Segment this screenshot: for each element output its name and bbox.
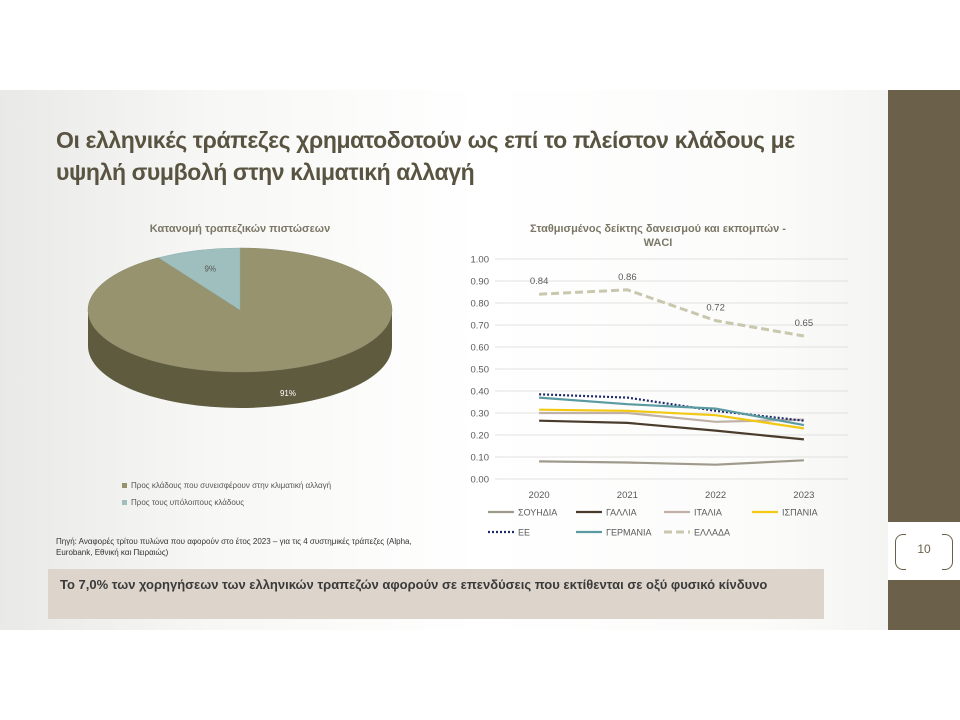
legend-label: ΣΟΥΗΔΙΑ bbox=[518, 507, 558, 518]
x-tick-label: 2021 bbox=[616, 490, 638, 501]
data-label: 0.65 bbox=[794, 318, 814, 329]
line-chart-title: WACI bbox=[643, 237, 673, 249]
pie-label-main: 91% bbox=[279, 389, 297, 398]
callout-text: Το 7,0% των χορηγήσεων των ελληνικών τραπεζών αφορούν σε επενδύσεις που εκτίθενται σε οξύ φυσικό κίνδυνο bbox=[60, 577, 768, 592]
source-note: Πηγή: Αναφορές τρίτου πυλώνα που αφορούν στο έτος 2023 – για τις 4 συστημικές τράπεζες (Alpha, Eurobank, Εθνική και Πειραιώς) bbox=[56, 537, 412, 557]
series-line-0 bbox=[539, 460, 804, 464]
x-tick-label: 2023 bbox=[793, 490, 815, 501]
series-line-6 bbox=[539, 290, 804, 336]
legend-label: ΓΕΡΜΑΝΙΑ bbox=[606, 527, 652, 538]
pie-label-other: 9% bbox=[204, 264, 217, 274]
y-tick-label: 0.80 bbox=[470, 298, 489, 310]
legend-label: ΙΣΠΑΝΙΑ bbox=[782, 507, 818, 518]
legend-label: ΕΕ bbox=[518, 527, 531, 538]
slide-title: Οι ελληνικές τράπεζες χρηματοδοτούν ως επί το πλείστον κλάδους με υψηλή συμβολή στην κλιματική αλλαγή bbox=[56, 127, 795, 185]
data-label: 0.86 bbox=[618, 271, 637, 283]
data-label: 0.84 bbox=[529, 276, 549, 288]
y-tick-label: 0.70 bbox=[470, 320, 489, 332]
y-tick-label: 0.90 bbox=[470, 276, 489, 288]
legend-label: ΓΑΛΛΙΑ bbox=[606, 507, 637, 518]
y-tick-label: 0.50 bbox=[470, 364, 489, 376]
pie-legend-swatch bbox=[122, 500, 127, 505]
data-label: 0.72 bbox=[706, 302, 725, 314]
pie-chart-title: Κατανομή τραπεζικών πιστώσεων bbox=[149, 223, 331, 235]
page-number: 10 bbox=[917, 542, 931, 556]
x-tick-label: 2022 bbox=[705, 490, 727, 501]
y-tick-label: 0.60 bbox=[470, 342, 489, 354]
callout-box bbox=[48, 569, 824, 619]
y-tick-label: 0.00 bbox=[470, 474, 489, 486]
y-tick-label: 0.10 bbox=[470, 452, 489, 464]
y-tick-label: 0.40 bbox=[470, 386, 489, 398]
legend-label: ΕΛΛΑΔΑ bbox=[694, 527, 731, 538]
legend-label: ΙΤΑΛΙΑ bbox=[694, 507, 722, 518]
y-tick-label: 0.20 bbox=[470, 430, 489, 442]
y-tick-label: 1.00 bbox=[470, 254, 489, 266]
x-tick-label: 2020 bbox=[528, 490, 550, 501]
y-tick-label: 0.30 bbox=[470, 408, 489, 420]
pie-legend-swatch bbox=[122, 483, 127, 488]
line-chart-title: Σταθμισμένος δείκτης δανεισμού και εκπομπών - bbox=[530, 223, 786, 235]
pie-legend-label: Προς κλάδους που συνεισφέρουν στην κλιματική αλλαγή bbox=[131, 481, 332, 490]
pie-legend-label: Προς τους υπόλοιπους κλάδους bbox=[131, 498, 245, 507]
